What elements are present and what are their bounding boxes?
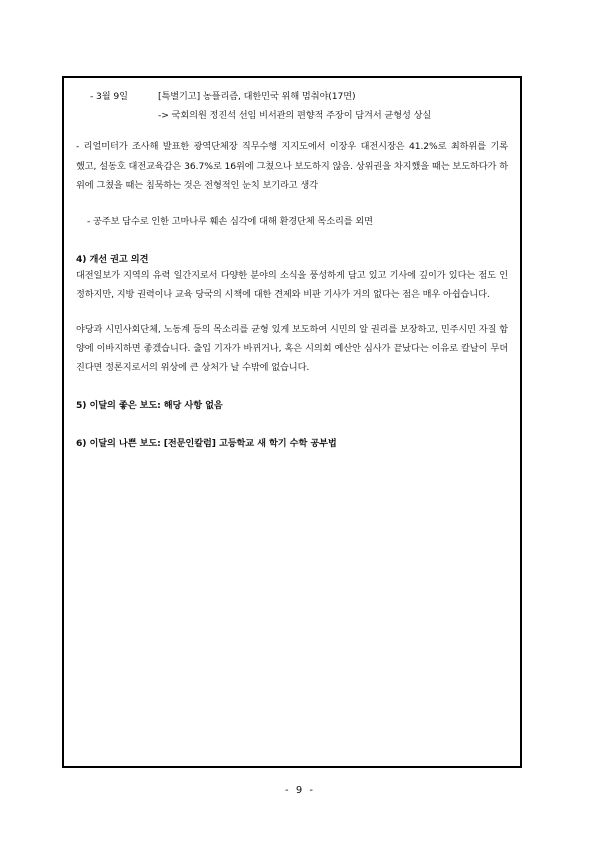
section-4-p2-line-3: 진다면 정론지로서의 위상에 큰 상처가 날 수밖에 없습니다. xyxy=(76,362,310,373)
section-4-p2-line-2: 양에 이바지하면 좋겠습니다. 출입 기자가 바뀌거나, 혹은 시의회 예산안 심사가 끝났다는 이유로 칼날이 무뎌 xyxy=(76,343,508,354)
poll-paragraph-line-3: 위에 그쳤을 때는 침묵하는 것은 전형적인 눈치 보기라고 생각 xyxy=(76,180,318,191)
entry-title: [특별기고] 농플리즘, 대한민국 위해 멈춰야(17면) xyxy=(158,91,356,102)
entry-date: - 3월 9일 xyxy=(90,91,128,102)
section-5-heading: 5) 이달의 좋은 보도: 해당 사항 없음 xyxy=(76,400,223,411)
poll-paragraph-line-2: 했고, 설동호 대전교육감은 36.7%로 16위에 그쳤으나 보도하지 않음. 상위권을 차지했을 때는 보도하다가 하 xyxy=(76,161,508,172)
entry-comment: -> 국회의원 정진석 선임 비서관의 편향적 주장이 담겨서 균형성 상실 xyxy=(158,110,432,121)
section-4-p2-line-1: 야당과 시민사회단체, 노동계 등의 목소리를 균형 있게 보도하여 시민의 알 권리를 보장하고, 민주시민 자질 함 xyxy=(76,324,508,335)
section-6-heading: 6) 이달의 나쁜 보도: [전문인칼럼] 고등학교 새 학기 수학 공부법 xyxy=(76,438,337,449)
page-number: - 9 - xyxy=(285,785,315,796)
section-4-heading: 4) 개선 권고 의견 xyxy=(76,254,149,265)
gongju-note: - 공주보 담수로 인한 고마나루 훼손 심각에 대해 환경단체 목소리를 외면 xyxy=(87,216,373,227)
poll-paragraph-line-1: - 리얼미터가 조사해 발표한 광역단체장 직무수행 지지도에서 이장우 대전시장은 41.2%로 최하위를 기록 xyxy=(76,141,508,152)
section-4-p1-line-1: 대전일보가 지역의 유력 일간지로서 다양한 분야의 소식을 풍성하게 담고 있고 기사에 깊이가 있다는 점도 인 xyxy=(76,270,508,281)
section-4-p1-line-2: 정하지만, 지방 권력이나 교육 당국의 시책에 대한 견제와 비판 기사가 거의 없다는 점은 매우 아쉽습니다. xyxy=(76,289,490,300)
